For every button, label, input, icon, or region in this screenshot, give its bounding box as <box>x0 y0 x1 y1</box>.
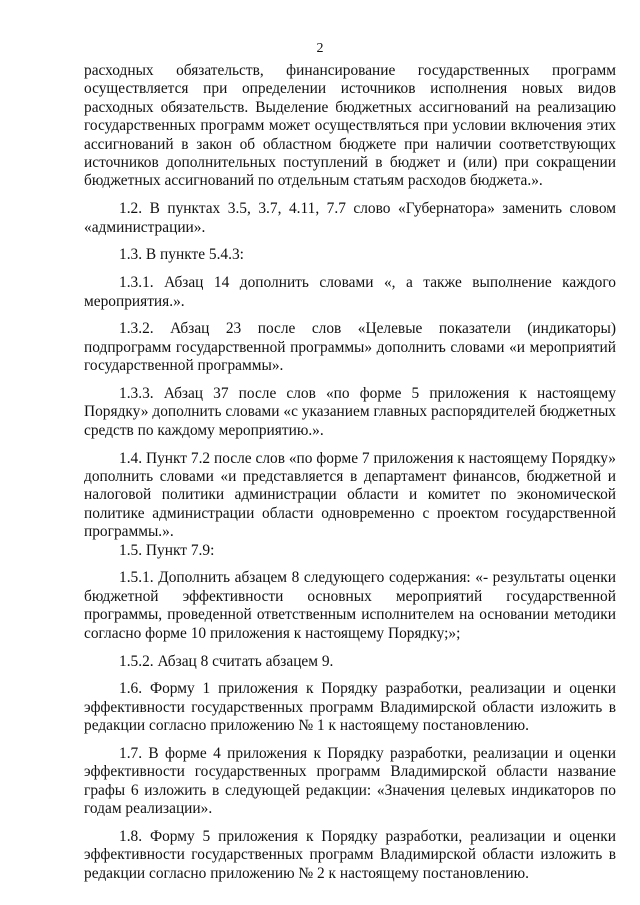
paragraph-1-8: 1.8. Форму 5 приложения к Порядку разработки, реализации и оценки эффективности государственных программ Владимирской области изложить в редакции согласно приложению № 2 к настоящему постановлению. <box>84 827 616 882</box>
paragraph-1-5-2: 1.5.2. Абзац 8 считать абзацем 9. <box>119 652 334 670</box>
paragraph-1-3-3: 1.3.3. Абзац 37 после слов «по форме 5 приложения к настоящему Порядку» дополнить словами «с указанием главных распорядителей бюджетных средств по каждому мероприятию.». <box>84 385 616 439</box>
document-body <box>84 62 616 883</box>
paragraph-1-3: 1.3. В пункте 5.4.3: <box>119 246 244 264</box>
paragraph-1-2: 1.2. В пунктах 3.5, 3.7, 4.11, 7.7 слово «Губернатора» заменить словом «администрации». <box>84 200 616 236</box>
paragraph-1-6: 1.6. Форму 1 приложения к Порядку разработки, реализации и оценки эффективности государственных программ Владимирской области изложить в редакции согласно приложению № 1 к настоящему постановлению. <box>84 680 616 735</box>
paragraph-1-3-1: 1.3.1. Абзац 14 дополнить словами «, а также выполнение каждого мероприятия.». <box>84 274 616 310</box>
page-number: 2 <box>316 41 324 56</box>
paragraph-1-3-2: 1.3.2. Абзац 23 после слов «Целевые показатели (индикаторы) подпрограмм государственной программы» дополнить словами «и мероприятий государственной программы». <box>84 320 616 375</box>
paragraph-continuation: расходных обязательств, финансирование государственных программ осуществляется при определении источников исполнения новых видов расходных обязательств. Выделение бюджетных ассигнований на реализацию государственных программ может осуществляться при условии включения этих ассигнований в закон об областном бюджете при наличии соответствующих источников дополнительных поступлений в бюджет и (или) при сокращении бюджетных ассигнований по отдельным статьям расходов бюджета.». <box>84 62 616 190</box>
paragraph-1-5-1: 1.5.1. Дополнить абзацем 8 следующего содержания: «- результаты оценки бюджетной эффективности основных мероприятий государственной программы, проведенной ответственным исполнителем на основании методики согласно форме 10 приложения к настоящему Порядку;»; <box>84 569 616 642</box>
paragraph-1-4: 1.4. Пункт 7.2 после слов «по форме 7 приложения к настоящему Порядку» дополнить словами «и представляется в департамент финансов, бюджетной и налоговой политики администрации области и комитет по экономической политике администрации области одновременно с проектом государственной программы.». <box>84 449 616 541</box>
paragraph-1-5: 1.5. Пункт 7.9: <box>119 541 215 559</box>
paragraph-1-7: 1.7. В форме 4 приложения к Порядку разработки, реализации и оценки эффективности государственных программ Владимирской области название графы 6 изложить в следующей редакции: «Значения целевых индикаторов по годам реализации». <box>84 744 616 818</box>
